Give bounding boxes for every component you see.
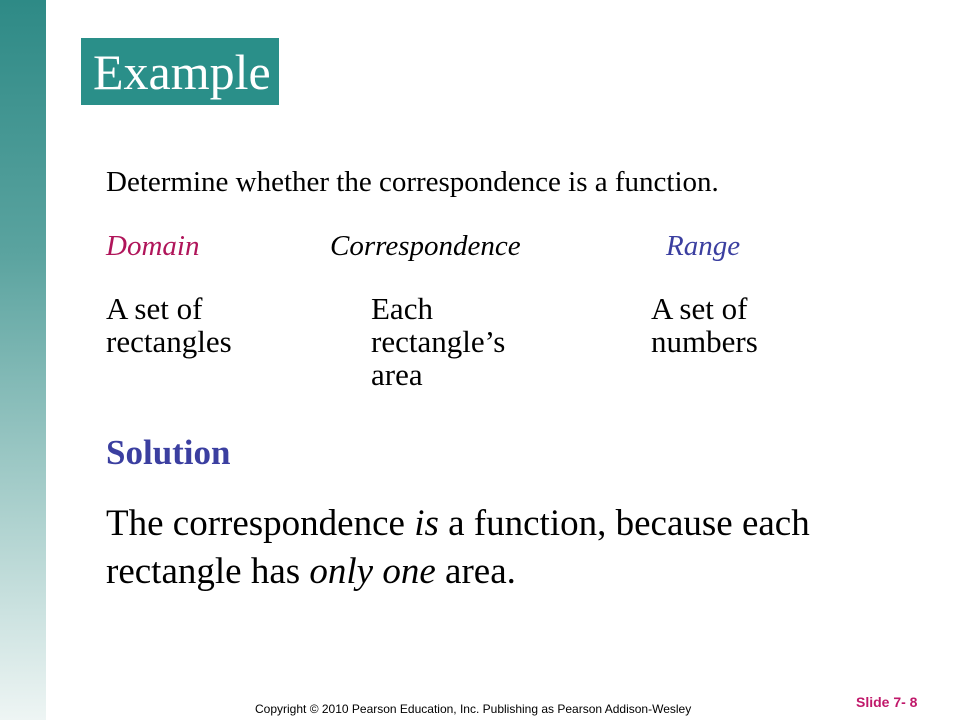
title-box xyxy=(81,38,279,105)
side-gradient-bar xyxy=(0,0,46,720)
slide-title: Example xyxy=(93,44,271,100)
range-description xyxy=(651,292,758,358)
answer-emphasis: is xyxy=(414,503,439,544)
domain-description xyxy=(106,292,232,358)
range-heading: Range xyxy=(666,230,741,262)
slide-number: Slide 7- 8 xyxy=(856,694,918,710)
correspondence-heading: Correspondence xyxy=(330,230,521,262)
domain-line: rectangles xyxy=(106,324,232,359)
correspondence-line: area xyxy=(371,357,423,392)
domain-line: A set of xyxy=(106,291,203,326)
correspondence-description xyxy=(371,292,505,391)
answer-emphasis: only one xyxy=(309,551,436,592)
solution-heading: Solution xyxy=(106,433,231,472)
answer-text: a function, because each rectangle has xyxy=(106,503,810,592)
answer-text: area. xyxy=(435,551,516,592)
range-line: numbers xyxy=(651,324,758,359)
domain-heading: Domain xyxy=(106,230,200,262)
answer-text: The correspondence xyxy=(106,503,415,544)
correspondence-line: rectangle’s xyxy=(371,324,506,359)
copyright-notice: Copyright © 2010 Pearson Education, Inc. Publishing as Pearson Addison-Wesley xyxy=(255,702,692,716)
solution-answer xyxy=(106,500,866,596)
range-line: A set of xyxy=(651,291,748,326)
correspondence-line: Each xyxy=(371,291,433,326)
question-text: Determine whether the correspondence is a function. xyxy=(106,166,719,198)
